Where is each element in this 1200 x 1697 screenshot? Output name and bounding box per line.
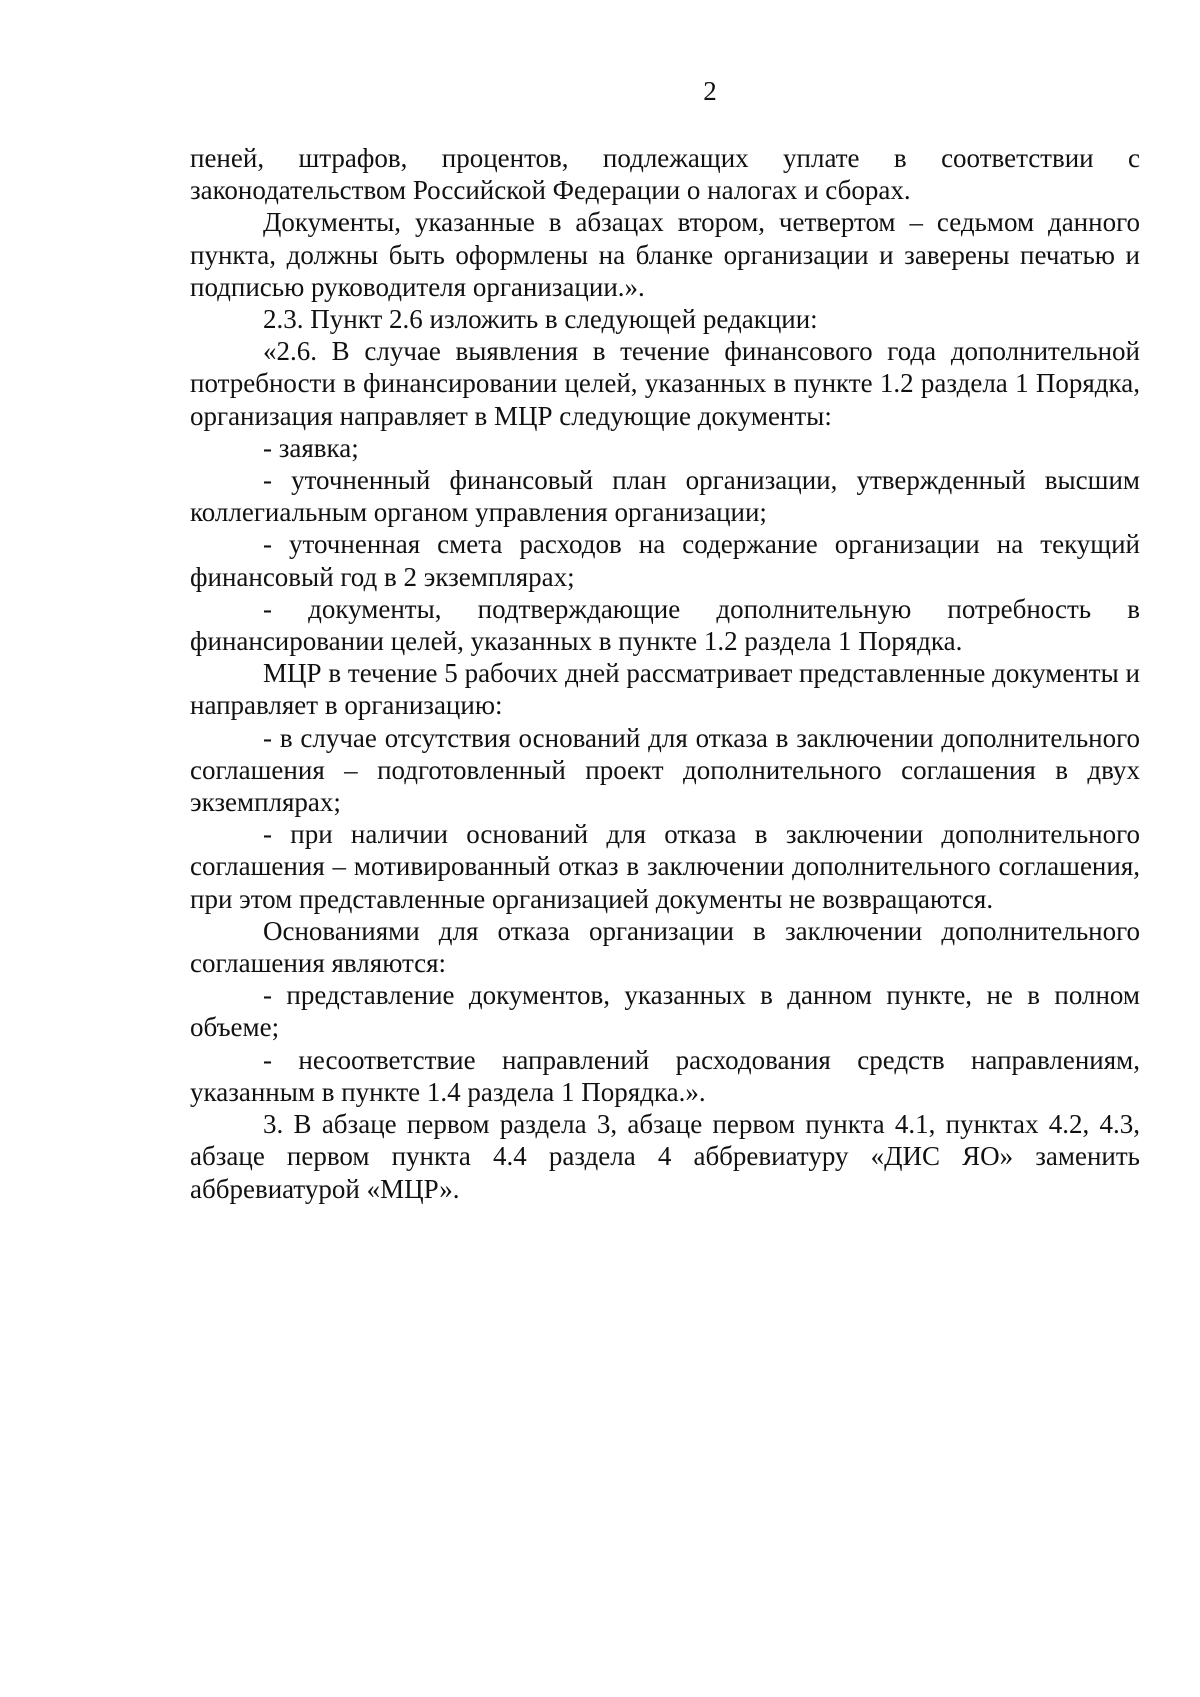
paragraph-5: - заявка; xyxy=(263,432,359,463)
paragraph-7: - уточненная смета расходов на содержание организации на текущий финансовый год в 2 экземплярах; xyxy=(190,529,1140,592)
document-body xyxy=(190,142,1140,1205)
paragraph-12: Основаниями для отказа организации в заключении дополнительного соглашения являются: xyxy=(190,915,1140,979)
paragraph-9: МЦР в течение 5 рабочих дней рассматривает представленные документы и направляет в организацию: xyxy=(190,658,1140,721)
paragraph-13: - представление документов, указанных в данном пункте, не в полном объеме; xyxy=(190,980,1140,1043)
paragraph-4: «2.6. В случае выявления в течение финансового года дополнительной потребности в финансировании целей, указанных в пункте 1.2 раздела 1 Порядка, организация направляет в МЦР следующие документы: xyxy=(190,336,1140,431)
paragraph-3: 2.3. Пункт 2.6 изложить в следующей редакции: xyxy=(263,304,818,335)
paragraph-6: - уточненный финансовый план организации, утвержденный высшим коллегиальным органом управления организации; xyxy=(190,465,1140,528)
page-number: 2 xyxy=(703,76,717,106)
paragraph-10: - в случае отсутствия оснований для отказа в заключении дополнительного соглашения – подготовленный проект дополнительного соглашения в двух экземплярах; xyxy=(190,722,1140,818)
paragraph-8: - документы, подтверждающие дополнительную потребность в финансировании целей, указанных в пункте 1.2 раздела 1 Порядка. xyxy=(190,593,1140,657)
paragraph-11: - при наличии оснований для отказа в заключении дополнительного соглашения – мотивированный отказ в заключении дополнительного соглашения, при этом представленные организацией документы не возвращаются. xyxy=(190,819,1140,914)
paragraph-1: пеней, штрафов, процентов, подлежащих уплате в соответствии с законодательством Российской Федерации о налогах и сборах. xyxy=(190,143,1140,206)
paragraph-15: 3. В абзаце первом раздела 3, абзаце первом пункта 4.1, пунктах 4.2, 4.3, абзаце первом пункта 4.4 раздела 4 аббревиатуру «ДИС ЯО» заменить аббревиатурой «МЦР». xyxy=(190,1109,1140,1204)
paragraph-2: Документы, указанные в абзацах втором, четвертом – седьмом данного пункта, должны быть оформлены на бланке организации и заверены печатью и подписью руководителя организации.». xyxy=(190,207,1140,302)
paragraph-14: - несоответствие направлений расходования средств направлениям, указанным в пункте 1.4 раздела 1 Порядка.». xyxy=(190,1044,1140,1107)
